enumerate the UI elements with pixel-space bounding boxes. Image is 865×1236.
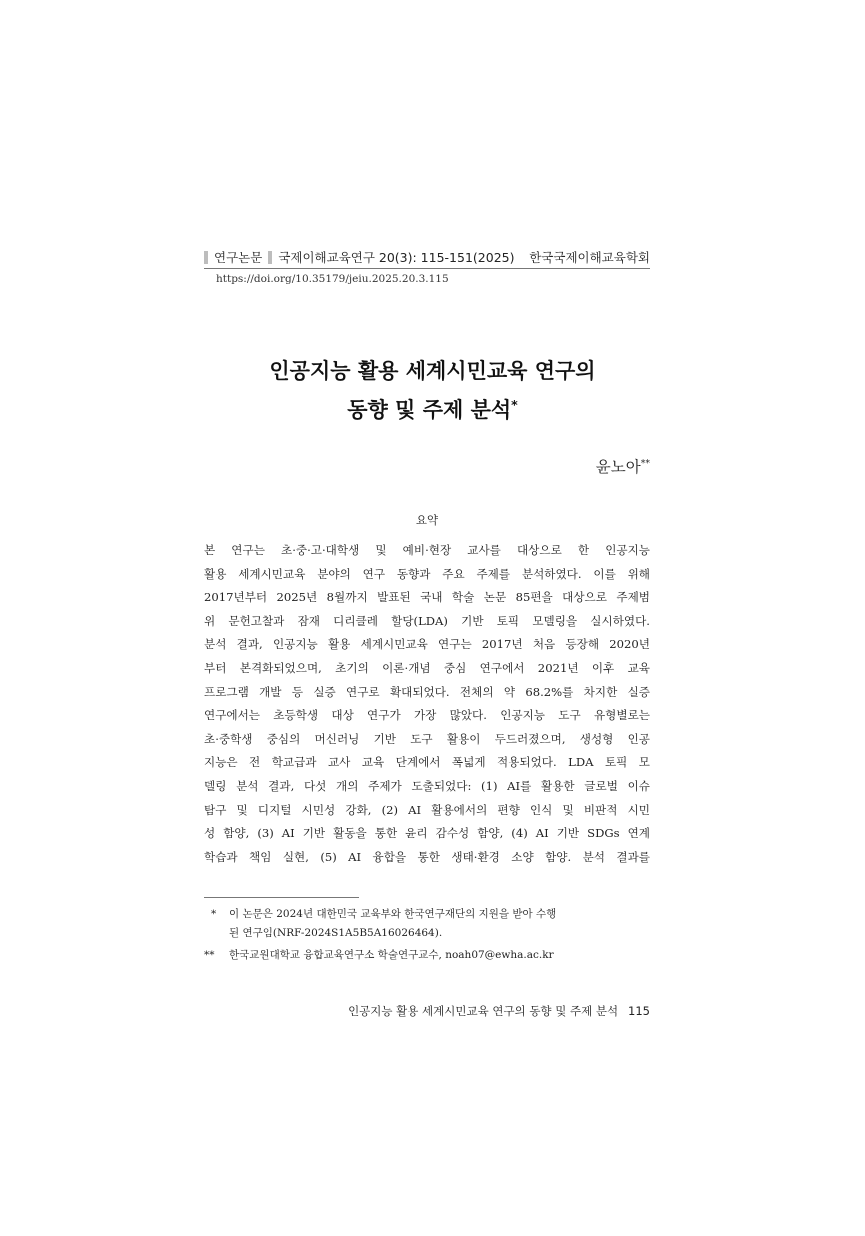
footnote-rule [204, 897, 359, 898]
abstract-heading: 요약 [415, 513, 439, 527]
abstract-line: 부터 본격화되었으며, 초기의 이론·개념 중심 연구에서 2021년 이후 교육 [204, 660, 650, 675]
journal-header [204, 248, 650, 268]
paper-title-line1: 인공지능 활용 세계시민교육 연구의 [269, 359, 596, 383]
header-bar-marker [204, 251, 208, 264]
abstract-line: 분석 결과, 인공지능 활용 세계시민교육 연구는 2017년 처음 등장해 2020년 [204, 637, 650, 652]
journal-header-left [204, 248, 514, 266]
footnote-2-mark: ** [204, 949, 215, 961]
abstract-line: 델링 분석 결과, 다섯 개의 주제가 도출되었다: (1) AI를 활용한 글로벌 이슈 [204, 778, 650, 793]
abstract-line: 위 문헌고찰과 잠재 디리클레 할당(LDA) 기반 토픽 모델링을 실시하였다. [204, 613, 650, 628]
abstract-line: 활용 세계시민교육 분야의 연구 동향과 주요 주제를 분석하였다. 이를 위해 [204, 566, 650, 581]
page-number: 115 [628, 1004, 650, 1018]
author-footnote-mark: ** [640, 457, 650, 469]
abstract-line: 본 연구는 초·중·고·대학생 및 예비·현장 교사를 대상으로 한 인공지능 [204, 543, 650, 557]
footnote-1-line2: 된 연구임(NRF-2024S1A5B5A16026464). [229, 927, 443, 939]
paper-title-text: 동향 및 주제 분석 [347, 398, 512, 422]
abstract-line: 지능은 전 학교급과 교사 교육 단계에서 폭넓게 적용되었다. LDA 토픽 모 [204, 755, 650, 770]
header-rule [204, 268, 650, 269]
footnote-2-text: 한국교원대학교 융합교육연구소 학술연구교수, noah07@ewha.ac.kr [229, 949, 554, 961]
title-footnote-mark: * [511, 397, 518, 412]
article-category: 연구논문 [214, 250, 263, 265]
abstract-line: 초·중학생 중심의 머신러닝 기반 도구 활용이 두드러졌으며, 생성형 인공 [204, 731, 650, 746]
footnote-1-mark: * [211, 908, 217, 920]
journal-citation: 국제이해교육연구 20(3): 115-151(2025) [278, 250, 515, 265]
abstract-line: 프로그램 개발 등 실증 연구로 확대되었다. 전체의 약 68.2%를 차지한 실증 [204, 684, 650, 699]
abstract-line: 2017년부터 2025년 8월까지 발표된 국내 학술 논문 85편을 대상으로 주제범 [204, 590, 650, 605]
author-line [596, 455, 650, 477]
abstract-body [204, 539, 650, 869]
abstract-line: 연구에서는 초등학생 대상 연구가 가장 많았다. 인공지능 도구 유형별로는 [204, 708, 650, 723]
page-footer [348, 1003, 650, 1019]
footnote-1-line1: 이 논문은 2024년 대한민국 교육부와 한국연구재단의 지원을 받아 수행 [229, 908, 557, 920]
author-name: 윤노아 [595, 458, 641, 476]
paper-title-line2 [160, 394, 705, 424]
running-title: 인공지능 활용 세계시민교육 연구의 동향 및 주제 분석 [348, 1004, 619, 1018]
doi-link[interactable]: https://doi.org/10.35179/jeiu.2025.20.3.115 [216, 273, 449, 285]
abstract-line: 성 함양, (3) AI 기반 활동을 통한 윤리 감수성 함양, (4) AI 기반 SDGs 연계 [204, 826, 650, 841]
header-bar-marker [268, 251, 272, 264]
publisher-name: 한국국제이해교육학회 [529, 250, 650, 265]
abstract-line: 학습과 책임 실현, (5) AI 융합을 통한 생태·환경 소양 함양. 분석 결과를 [204, 849, 650, 864]
abstract-line: 탐구 및 디지털 시민성 강화, (2) AI 활용에서의 편향 인식 및 비판적 시민 [204, 802, 650, 817]
